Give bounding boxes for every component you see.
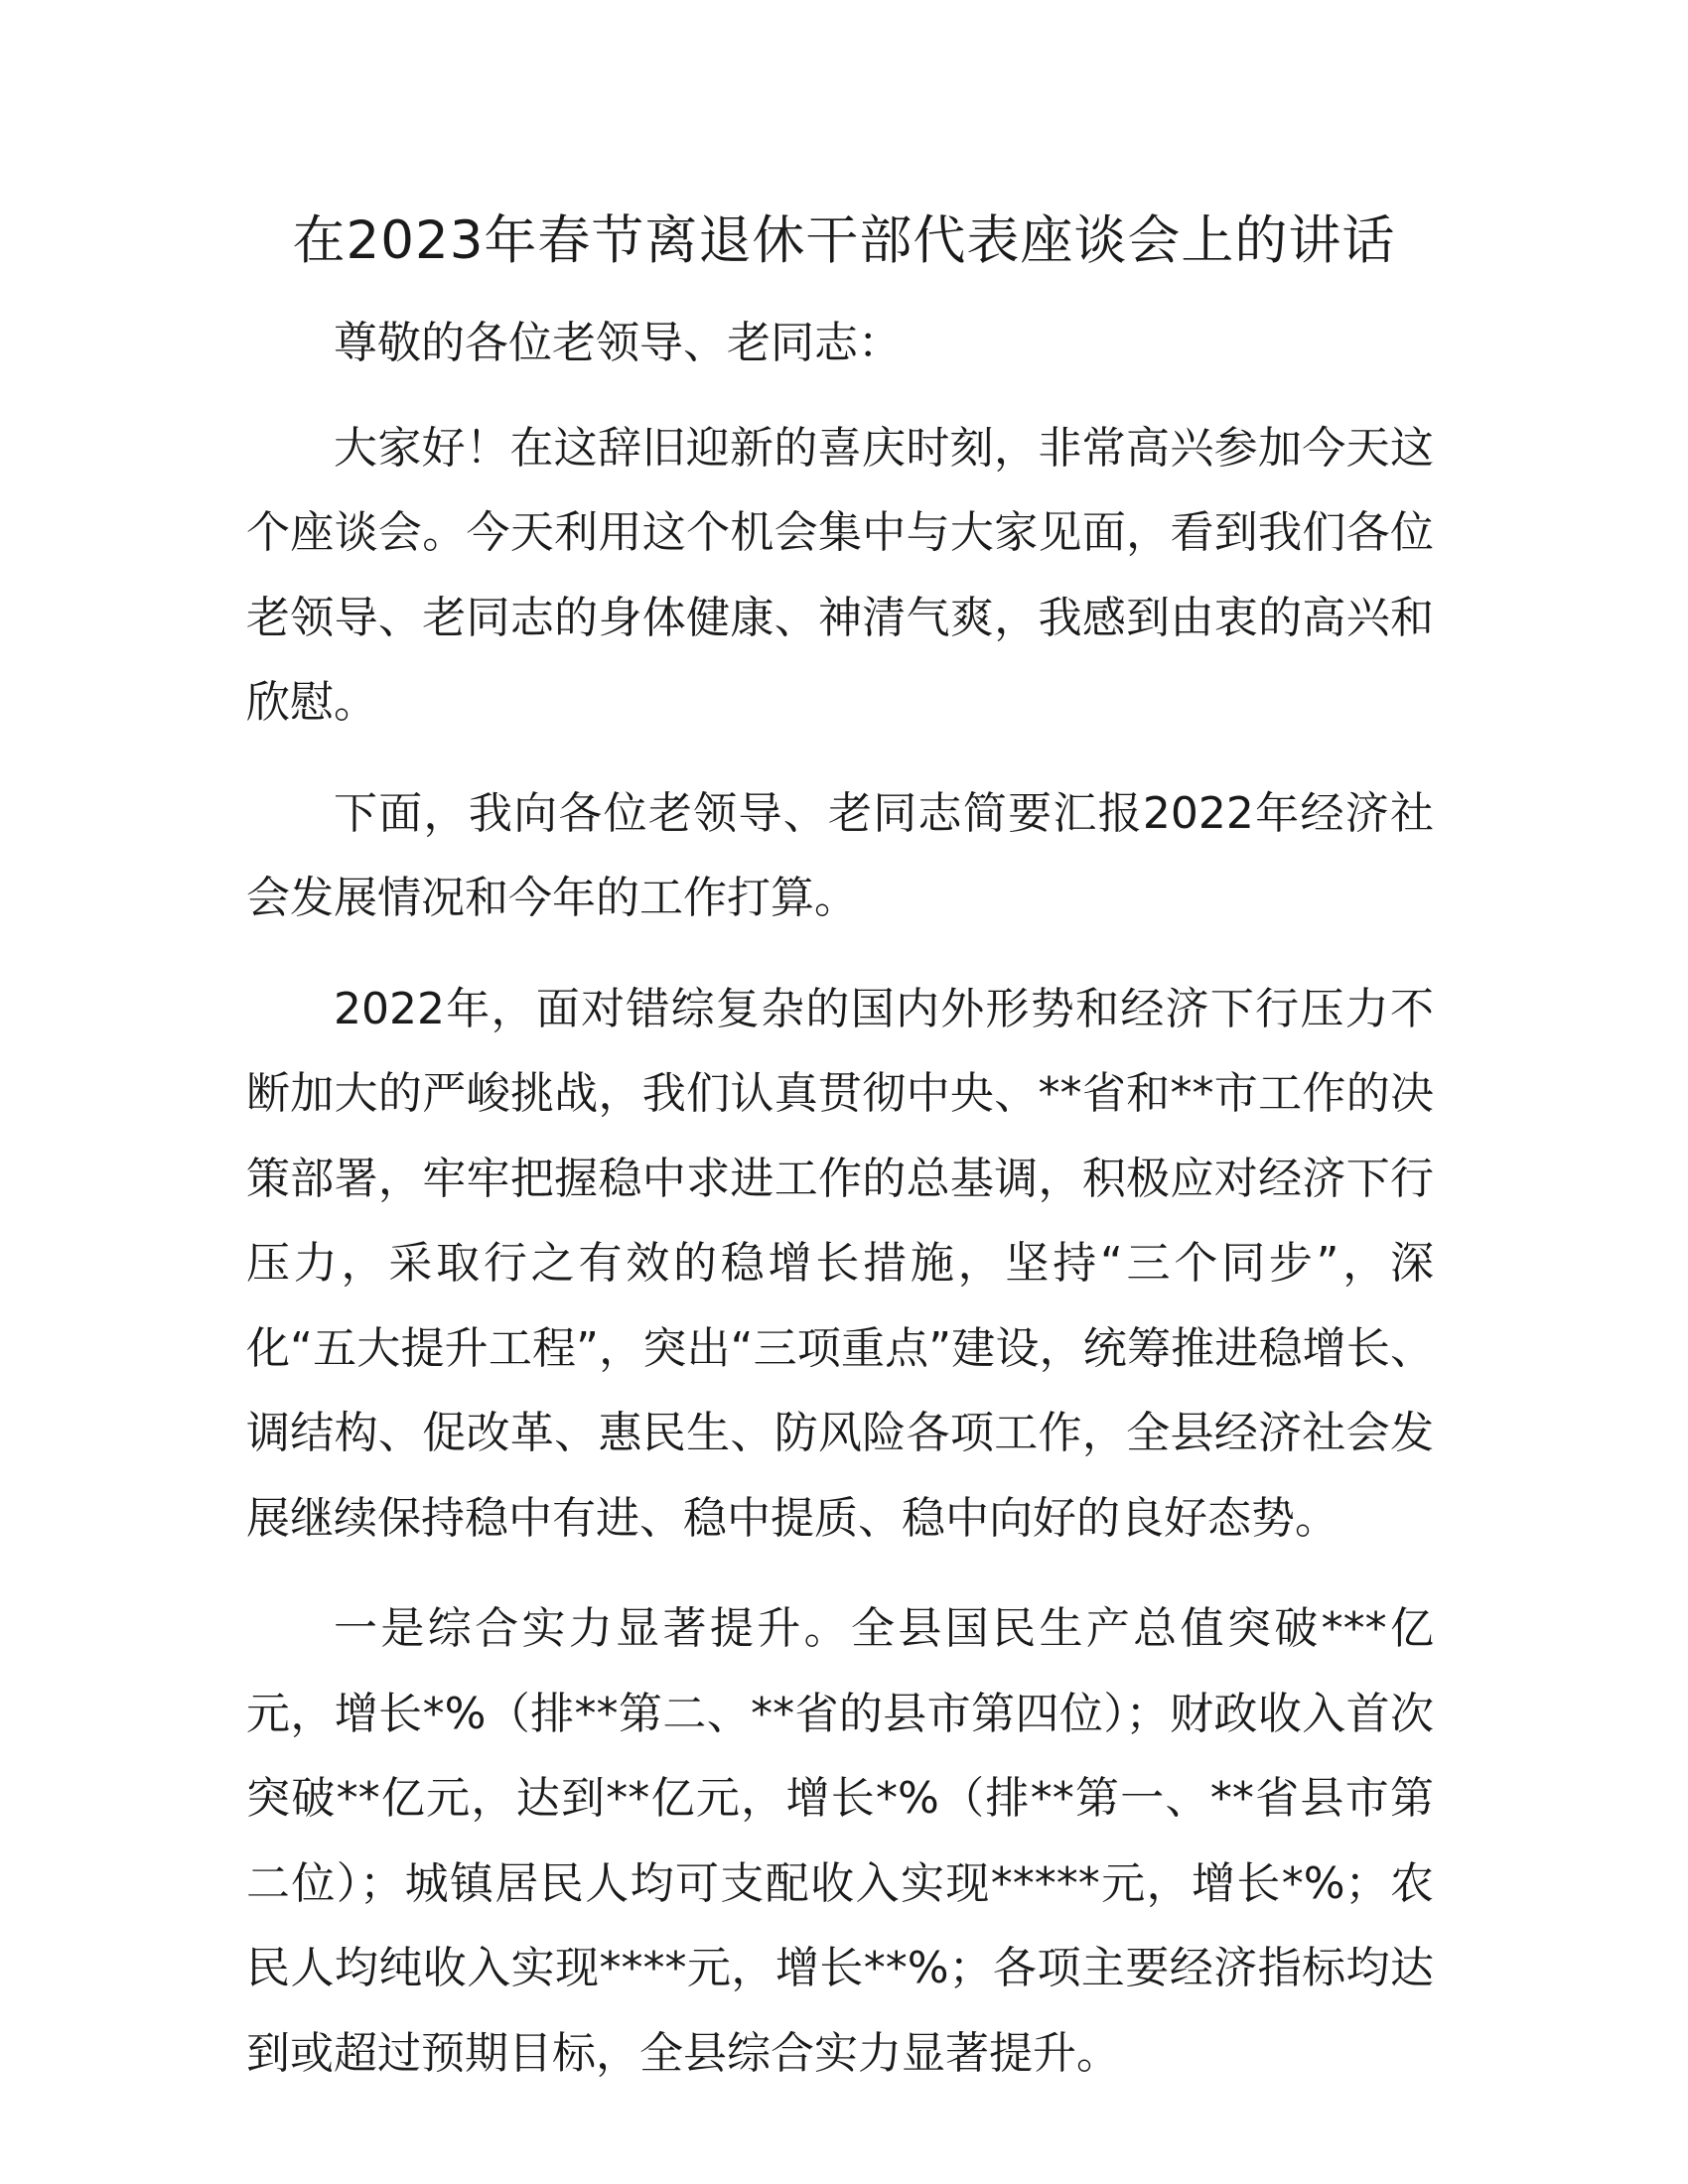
achievement-paragraph: 一是综合实力显著提升。全县国民生产总值突破***亿元，增长*%（排**第二、**省的县市第四位）；财政收入首次突破**亿元，达到**亿元，增长*%（排**第一、**省县市第二位）；城镇居民人均可支配收入实现*****元，增长*%；农民人均纯收入实现****元，增长**%；各项主要经济指标均达到或超过预期目标，全县综合实力显著提升。 (246, 1603, 1434, 2079)
salutation-paragraph: 尊敬的各位老领导、老同志： (334, 318, 902, 368)
greeting-paragraph: 大家好！在这辞旧迎新的喜庆时刻，非常高兴参加今天这个座谈会。今天利用这个机会集中与大家见面，看到我们各位老领导、老同志的身体健康、神清气爽，我感到由衷的高兴和欣慰。 (246, 422, 1434, 728)
overview-paragraph: 2022年，面对错综复杂的国内外形势和经济下行压力不断加大的严峻挑战，我们认真贯彻中央、**省和**市工作的决策部署，牢牢把握稳中求进工作的总基调，积极应对经济下行压力，采取行之有效的稳增长措施，坚持“三个同步”，深化“五大提升工程”，突出“三项重点”建设，统筹推进稳增长、调结构、促改革、惠民生、防风险各项工作，全县经济社会发展继续保持稳中有进、稳中提质、稳中向好的良好态势。 (246, 983, 1434, 1544)
document-title: 在2023年春节离退休干部代表座谈会上的讲话 (292, 210, 1396, 271)
intro-paragraph: 下面，我向各位老领导、老同志简要汇报2022年经济社会发展情况和今年的工作打算。 (246, 787, 1434, 923)
document-body (246, 301, 1434, 2121)
